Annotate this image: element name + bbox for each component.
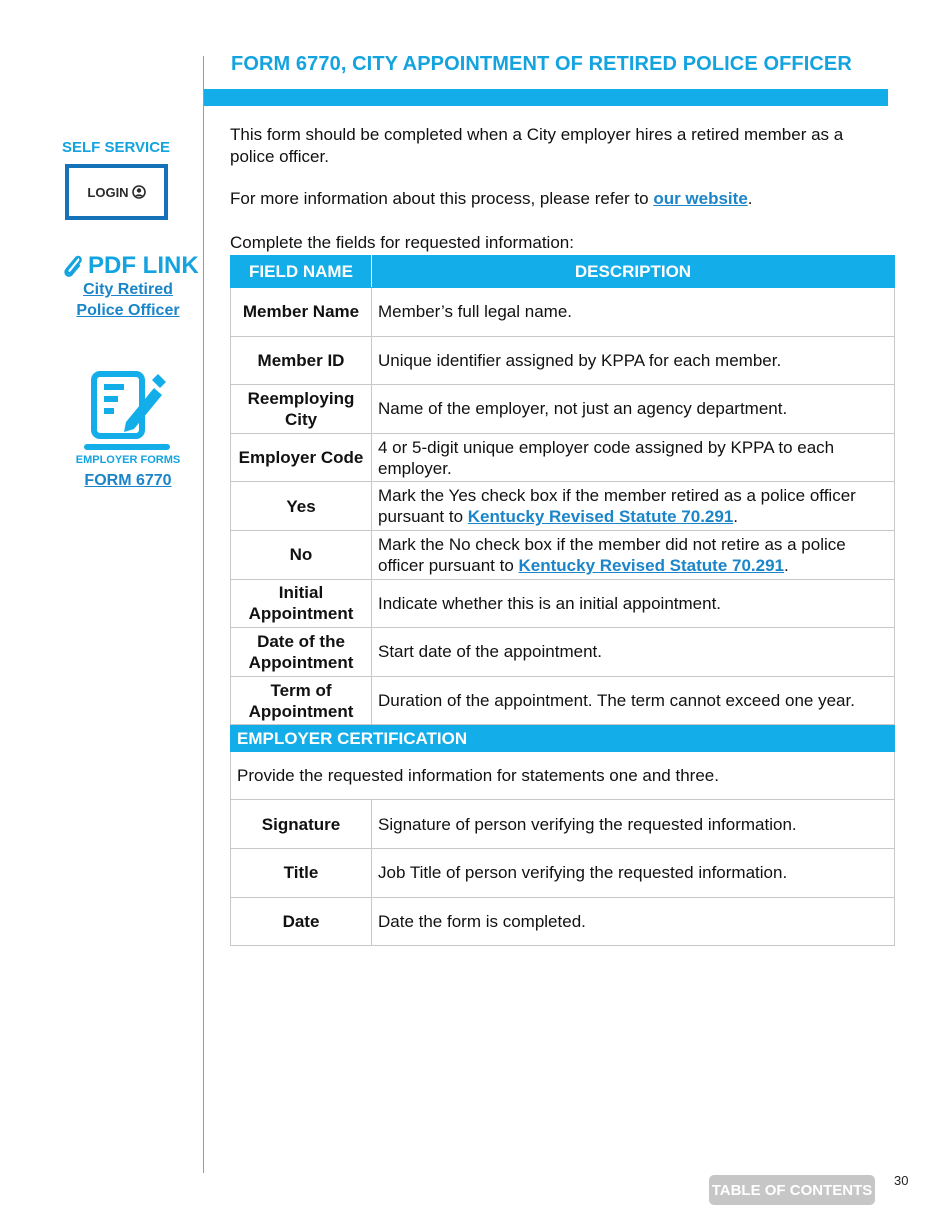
table-row [231,579,895,628]
table-row [231,482,895,531]
field-description [372,482,895,531]
section-header-row [231,725,895,752]
krs-70-291-link[interactable]: Kentucky Revised Statute 70.291 [467,507,734,527]
field-description: Job Title of person verifying the requested information. [372,848,895,897]
page-title: FORM 6770, CITY APPOINTMENT OF RETIRED POLICE OFFICER [231,53,852,75]
table-header-row [231,256,895,288]
table-row [231,628,895,677]
field-description: Unique identifier assigned by KPPA for each member. [372,336,895,385]
krs-70-291-link[interactable]: Kentucky Revised Statute 70.291 [518,555,785,575]
table-row [231,848,895,897]
field-name: Title [231,848,372,897]
table-row [231,336,895,385]
field-name: Initial Appointment [231,579,372,628]
pdf-link-city-retired-police-officer[interactable] [58,279,198,321]
field-description [372,530,895,579]
table-of-contents-button[interactable]: TABLE OF CONTENTS [709,1175,875,1205]
instruction-text: Complete the fields for requested information: [230,233,574,252]
form-6770-link[interactable]: FORM 6770 [84,472,172,489]
vertical-divider [203,56,204,1173]
field-name: Date of the Appointment [231,628,372,677]
column-header-description: DESCRIPTION [372,256,895,288]
fields-table [230,255,895,946]
field-name: Signature [231,800,372,849]
field-description: Start date of the appointment. [372,628,895,677]
login-button[interactable] [65,164,168,220]
field-name: No [231,530,372,579]
field-description: Duration of the appointment. The term cannot exceed one year. [372,676,895,725]
field-name: Yes [231,482,372,531]
field-name: Employer Code [231,433,372,482]
field-description: Date the form is completed. [372,897,895,946]
section-note-row [231,752,895,800]
column-header-field-name: FIELD NAME [231,256,372,288]
employer-certification-header: EMPLOYER CERTIFICATION [231,725,895,752]
table-row [231,676,895,725]
info-paragraph [230,188,880,210]
field-name: Member Name [231,288,372,337]
description-end: . [733,507,739,527]
info-text-end: . [747,189,753,208]
pdf-link-line2: Police Officer [76,302,180,319]
paperclip-icon [62,253,84,279]
field-name: Term of Appointment [231,676,372,725]
table-row [231,800,895,849]
pdf-link-heading-text: PDF LINK [88,252,199,279]
our-website-link[interactable]: our website [653,189,748,208]
form-pen-icon [82,370,172,452]
page-number: 30 [894,1173,909,1188]
table-row [231,385,895,434]
login-label: LOGIN [87,184,129,200]
section-note: Provide the requested information for statements one and three. [231,752,895,800]
login-button-inner [69,168,164,216]
field-name: Member ID [231,336,372,385]
intro-paragraph: This form should be completed when a City employer hires a retired member as a police officer. [230,125,844,166]
pdf-link-line1: City Retired [83,281,173,298]
description-text: Mark the Yes check box if the member retired as a police officer pursuant to [378,486,856,527]
table-row [231,530,895,579]
field-description: Name of the employer, not just an agency department. [372,385,895,434]
table-row [231,897,895,946]
info-text: For more information about this process, please refer to [230,189,654,208]
field-name: Date [231,897,372,946]
table-row [231,433,895,482]
field-description: Member’s full legal name. [372,288,895,337]
pdf-link-heading [62,252,202,280]
self-service-label: SELF SERVICE [61,139,171,156]
user-icon [132,185,146,199]
employer-forms-label: EMPLOYER FORMS [75,454,181,466]
field-description: Indicate whether this is an initial appointment. [372,579,895,628]
title-accent-bar [204,89,888,106]
field-description: 4 or 5-digit unique employer code assigned by KPPA to each employer. [372,433,895,482]
field-name: Reemploying City [231,385,372,434]
table-row [231,288,895,337]
description-text: Mark the No check box if the member did not retire as a police officer pursuant to [378,534,846,575]
field-description: Signature of person verifying the requested information. [372,800,895,849]
description-end: . [784,555,789,575]
